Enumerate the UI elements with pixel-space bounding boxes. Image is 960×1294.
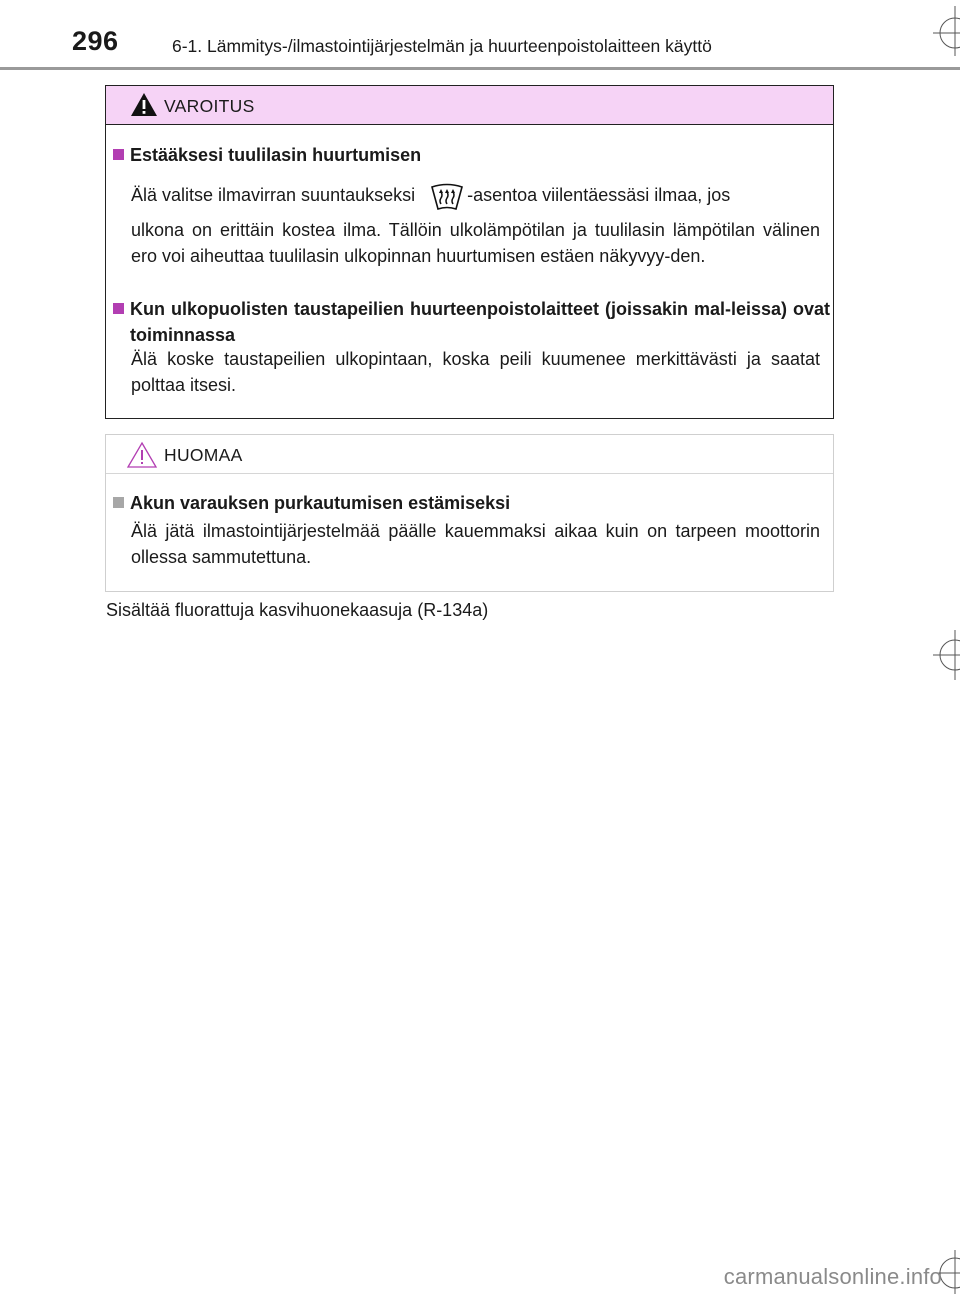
notice-section-text: Älä jätä ilmastointijärjestelmää päälle kauemmaksi aikaa kuin on tarpeen moottorin ollessa sammutettuna. (131, 521, 820, 567)
watermark: carmanualsonline.info (723, 1264, 942, 1289)
caution-triangle-outline-icon (126, 441, 158, 469)
warning-section-title (130, 296, 830, 348)
warning-section-title-text: Kun ulkopuolisten taustapeilien huurteenpoistolaitteet (joissakin mal-leissa) ovat toiminnassa (130, 299, 830, 345)
warning-box-label: VAROITUS (164, 96, 255, 116)
section-bullet-icon (113, 303, 124, 314)
warning-section-title (130, 142, 830, 168)
page-number: 296 (72, 26, 119, 56)
warning-section-title-text: Estääksesi tuulilasin huurtumisen (130, 145, 422, 165)
warning-section-text: Älä koske taustapeilien ulkopintaan, koska peili kuumenee merkittävästi ja saatat polttaa itsesi. (131, 349, 820, 395)
notice-section-title-text: Akun varauksen purkautumisen estämiseksi (130, 493, 511, 513)
warning-box-header (106, 86, 833, 125)
notice-box (105, 434, 834, 592)
section-bullet-icon (113, 149, 124, 160)
section-bullet-icon (113, 497, 124, 508)
page-header-title: 6-1. Lämmitys-/ilmastointijärjestelmän ja huurteenpoistolaitteen käyttö (172, 36, 712, 56)
notice-box-label: HUOMAA (164, 445, 243, 465)
paragraph-text: Älä valitse ilmavirran suuntaukseksi (131, 185, 416, 205)
windshield-defrost-icon (429, 183, 465, 211)
notice-section-title (130, 490, 830, 516)
notice-box-header (106, 435, 833, 474)
warning-box (105, 85, 834, 419)
registration-mark-top-right-icon (927, 6, 960, 56)
paragraph-text: -asentoa viilentäessäsi ilmaa, jos (467, 185, 731, 205)
warning-triangle-icon (130, 92, 158, 117)
header-rule (0, 67, 960, 70)
refrigerant-note: Sisältää fluorattuja kasvihuonekaasuja (R-134a) (106, 600, 489, 620)
registration-mark-mid-right-icon (927, 630, 960, 680)
warning-section-text: ulkona on erittäin kostea ilma. Tällöin ulkolämpötilan ja tuulilasin lämpötilan välinen ero voi aiheuttaa tuulilasin ulkopinnan huurtumisen estäen näkyvyy-den. (131, 220, 820, 266)
warning-section-text (131, 182, 820, 211)
